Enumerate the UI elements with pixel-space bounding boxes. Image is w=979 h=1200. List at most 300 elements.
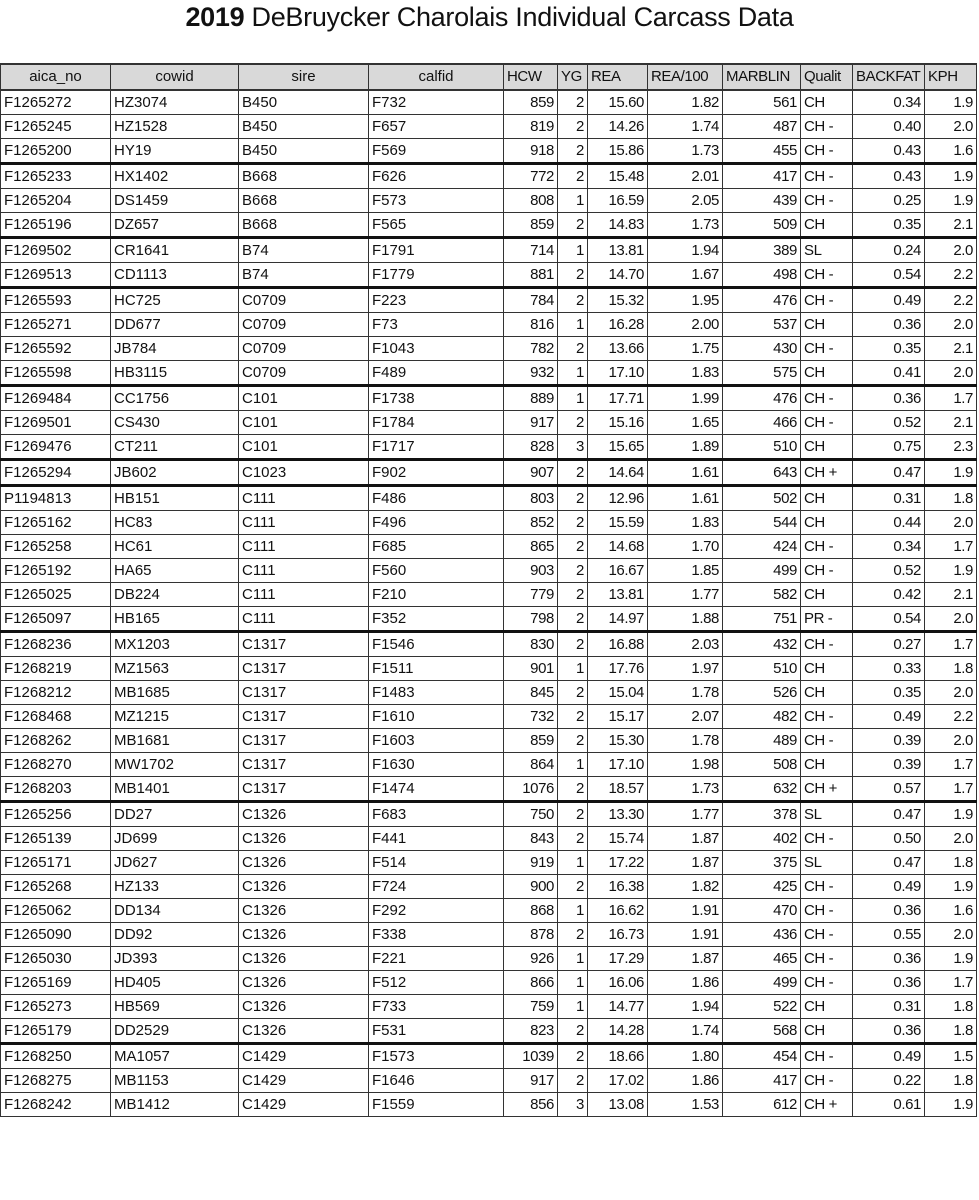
cell-sire[interactable]: C1317 bbox=[239, 753, 369, 777]
cell-backfat[interactable]: 0.55 bbox=[853, 923, 925, 947]
cell-calfid[interactable]: F352 bbox=[369, 607, 504, 632]
cell-calfid[interactable]: F626 bbox=[369, 164, 504, 189]
cell-aica-no[interactable]: F1269501 bbox=[1, 411, 111, 435]
column-header-cowid[interactable]: cowid bbox=[111, 64, 239, 90]
cell-backfat[interactable]: 0.44 bbox=[853, 511, 925, 535]
cell-rea[interactable]: 17.22 bbox=[588, 851, 648, 875]
cell-rea-per-100[interactable]: 1.87 bbox=[648, 851, 723, 875]
cell-rea[interactable]: 16.62 bbox=[588, 899, 648, 923]
cell-yg[interactable]: 1 bbox=[558, 947, 588, 971]
cell-kph[interactable]: 2.2 bbox=[925, 263, 977, 288]
cell-kph[interactable]: 2.0 bbox=[925, 729, 977, 753]
cell-rea-per-100[interactable]: 2.03 bbox=[648, 632, 723, 657]
cell-backfat[interactable]: 0.47 bbox=[853, 460, 925, 486]
cell-rea-per-100[interactable]: 2.00 bbox=[648, 313, 723, 337]
cell-quality[interactable]: CH - bbox=[801, 386, 853, 411]
cell-sire[interactable]: C111 bbox=[239, 607, 369, 632]
cell-sire[interactable]: C1326 bbox=[239, 802, 369, 827]
cell-rea[interactable]: 13.30 bbox=[588, 802, 648, 827]
cell-sire[interactable]: C101 bbox=[239, 411, 369, 435]
cell-quality[interactable]: CH - bbox=[801, 288, 853, 313]
cell-backfat[interactable]: 0.57 bbox=[853, 777, 925, 802]
cell-cowid[interactable]: DD2529 bbox=[111, 1019, 239, 1044]
cell-backfat[interactable]: 0.27 bbox=[853, 632, 925, 657]
cell-aica-no[interactable]: F1269502 bbox=[1, 238, 111, 263]
cell-sire[interactable]: B668 bbox=[239, 189, 369, 213]
cell-backfat[interactable]: 0.36 bbox=[853, 313, 925, 337]
cell-marbling[interactable]: 489 bbox=[723, 729, 801, 753]
cell-aica-no[interactable]: F1265200 bbox=[1, 139, 111, 164]
cell-kph[interactable]: 2.2 bbox=[925, 705, 977, 729]
cell-quality[interactable]: CH bbox=[801, 435, 853, 460]
cell-cowid[interactable]: CC1756 bbox=[111, 386, 239, 411]
cell-hcw[interactable]: 889 bbox=[504, 386, 558, 411]
cell-aica-no[interactable]: F1265139 bbox=[1, 827, 111, 851]
cell-quality[interactable]: CH - bbox=[801, 1069, 853, 1093]
cell-hcw[interactable]: 926 bbox=[504, 947, 558, 971]
cell-calfid[interactable]: F1784 bbox=[369, 411, 504, 435]
cell-rea[interactable]: 16.28 bbox=[588, 313, 648, 337]
cell-cowid[interactable]: DB224 bbox=[111, 583, 239, 607]
cell-quality[interactable]: CH - bbox=[801, 971, 853, 995]
cell-rea[interactable]: 15.60 bbox=[588, 90, 648, 115]
cell-cowid[interactable]: HX1402 bbox=[111, 164, 239, 189]
cell-rea-per-100[interactable]: 1.87 bbox=[648, 947, 723, 971]
cell-rea-per-100[interactable]: 1.89 bbox=[648, 435, 723, 460]
cell-yg[interactable]: 2 bbox=[558, 535, 588, 559]
cell-rea-per-100[interactable]: 2.05 bbox=[648, 189, 723, 213]
cell-quality[interactable]: CH bbox=[801, 486, 853, 511]
cell-calfid[interactable]: F210 bbox=[369, 583, 504, 607]
cell-rea-per-100[interactable]: 1.82 bbox=[648, 875, 723, 899]
column-header-kph[interactable]: KPH bbox=[925, 64, 977, 90]
column-header-rea-per-100[interactable]: REA/100 bbox=[648, 64, 723, 90]
cell-aica-no[interactable]: F1268275 bbox=[1, 1069, 111, 1093]
cell-kph[interactable]: 1.9 bbox=[925, 460, 977, 486]
cell-sire[interactable]: C1317 bbox=[239, 657, 369, 681]
cell-marbling[interactable]: 499 bbox=[723, 971, 801, 995]
cell-calfid[interactable]: F514 bbox=[369, 851, 504, 875]
cell-aica-no[interactable]: F1265162 bbox=[1, 511, 111, 535]
cell-kph[interactable]: 2.0 bbox=[925, 313, 977, 337]
cell-backfat[interactable]: 0.54 bbox=[853, 263, 925, 288]
cell-kph[interactable]: 2.0 bbox=[925, 827, 977, 851]
cell-quality[interactable]: CH bbox=[801, 753, 853, 777]
cell-yg[interactable]: 2 bbox=[558, 115, 588, 139]
cell-yg[interactable]: 2 bbox=[558, 90, 588, 115]
cell-aica-no[interactable]: F1265271 bbox=[1, 313, 111, 337]
cell-rea[interactable]: 17.29 bbox=[588, 947, 648, 971]
cell-marbling[interactable]: 487 bbox=[723, 115, 801, 139]
column-header-hcw[interactable]: HCW bbox=[504, 64, 558, 90]
cell-quality[interactable]: CH - bbox=[801, 189, 853, 213]
cell-rea[interactable]: 13.81 bbox=[588, 238, 648, 263]
cell-quality[interactable]: CH bbox=[801, 511, 853, 535]
cell-hcw[interactable]: 917 bbox=[504, 1069, 558, 1093]
cell-rea[interactable]: 17.76 bbox=[588, 657, 648, 681]
cell-cowid[interactable]: MZ1215 bbox=[111, 705, 239, 729]
cell-yg[interactable]: 2 bbox=[558, 583, 588, 607]
cell-hcw[interactable]: 900 bbox=[504, 875, 558, 899]
cell-aica-no[interactable]: F1265196 bbox=[1, 213, 111, 238]
cell-cowid[interactable]: DD677 bbox=[111, 313, 239, 337]
cell-rea-per-100[interactable]: 1.87 bbox=[648, 827, 723, 851]
cell-sire[interactable]: C1326 bbox=[239, 899, 369, 923]
cell-backfat[interactable]: 0.36 bbox=[853, 386, 925, 411]
cell-hcw[interactable]: 868 bbox=[504, 899, 558, 923]
cell-backfat[interactable]: 0.36 bbox=[853, 1019, 925, 1044]
cell-rea[interactable]: 14.68 bbox=[588, 535, 648, 559]
cell-marbling[interactable]: 537 bbox=[723, 313, 801, 337]
cell-kph[interactable]: 1.7 bbox=[925, 386, 977, 411]
cell-aica-no[interactable]: F1268250 bbox=[1, 1044, 111, 1069]
cell-sire[interactable]: C1326 bbox=[239, 923, 369, 947]
cell-calfid[interactable]: F1483 bbox=[369, 681, 504, 705]
cell-marbling[interactable]: 425 bbox=[723, 875, 801, 899]
cell-hcw[interactable]: 1076 bbox=[504, 777, 558, 802]
cell-backfat[interactable]: 0.31 bbox=[853, 486, 925, 511]
cell-kph[interactable]: 1.9 bbox=[925, 947, 977, 971]
cell-aica-no[interactable]: F1265273 bbox=[1, 995, 111, 1019]
cell-quality[interactable]: CH bbox=[801, 90, 853, 115]
cell-cowid[interactable]: DZ657 bbox=[111, 213, 239, 238]
cell-backfat[interactable]: 0.35 bbox=[853, 213, 925, 238]
cell-quality[interactable]: CH - bbox=[801, 535, 853, 559]
cell-marbling[interactable]: 417 bbox=[723, 1069, 801, 1093]
cell-marbling[interactable]: 632 bbox=[723, 777, 801, 802]
cell-calfid[interactable]: F496 bbox=[369, 511, 504, 535]
cell-hcw[interactable]: 859 bbox=[504, 90, 558, 115]
cell-aica-no[interactable]: F1265062 bbox=[1, 899, 111, 923]
cell-cowid[interactable]: DD134 bbox=[111, 899, 239, 923]
cell-rea-per-100[interactable]: 1.70 bbox=[648, 535, 723, 559]
cell-rea[interactable]: 15.74 bbox=[588, 827, 648, 851]
cell-aica-no[interactable]: F1269476 bbox=[1, 435, 111, 460]
cell-yg[interactable]: 2 bbox=[558, 1069, 588, 1093]
cell-backfat[interactable]: 0.52 bbox=[853, 559, 925, 583]
cell-quality[interactable]: CH bbox=[801, 657, 853, 681]
cell-quality[interactable]: CH - bbox=[801, 947, 853, 971]
cell-rea-per-100[interactable]: 1.77 bbox=[648, 802, 723, 827]
cell-quality[interactable]: CH bbox=[801, 1019, 853, 1044]
cell-sire[interactable]: C1326 bbox=[239, 971, 369, 995]
cell-cowid[interactable]: CS430 bbox=[111, 411, 239, 435]
cell-rea[interactable]: 14.97 bbox=[588, 607, 648, 632]
cell-sire[interactable]: C0709 bbox=[239, 288, 369, 313]
cell-rea[interactable]: 15.16 bbox=[588, 411, 648, 435]
cell-kph[interactable]: 1.7 bbox=[925, 632, 977, 657]
cell-backfat[interactable]: 0.25 bbox=[853, 189, 925, 213]
cell-rea-per-100[interactable]: 1.78 bbox=[648, 681, 723, 705]
cell-calfid[interactable]: F486 bbox=[369, 486, 504, 511]
cell-marbling[interactable]: 568 bbox=[723, 1019, 801, 1044]
cell-rea[interactable]: 14.77 bbox=[588, 995, 648, 1019]
cell-calfid[interactable]: F73 bbox=[369, 313, 504, 337]
cell-sire[interactable]: C0709 bbox=[239, 313, 369, 337]
cell-cowid[interactable]: CT211 bbox=[111, 435, 239, 460]
cell-yg[interactable]: 2 bbox=[558, 337, 588, 361]
cell-yg[interactable]: 1 bbox=[558, 995, 588, 1019]
cell-calfid[interactable]: F223 bbox=[369, 288, 504, 313]
cell-yg[interactable]: 2 bbox=[558, 607, 588, 632]
cell-marbling[interactable]: 476 bbox=[723, 288, 801, 313]
cell-backfat[interactable]: 0.50 bbox=[853, 827, 925, 851]
cell-marbling[interactable]: 499 bbox=[723, 559, 801, 583]
cell-cowid[interactable]: HB569 bbox=[111, 995, 239, 1019]
cell-yg[interactable]: 1 bbox=[558, 657, 588, 681]
cell-quality[interactable]: CH - bbox=[801, 899, 853, 923]
cell-kph[interactable]: 1.8 bbox=[925, 995, 977, 1019]
cell-quality[interactable]: CH - bbox=[801, 164, 853, 189]
cell-rea-per-100[interactable]: 1.86 bbox=[648, 1069, 723, 1093]
column-header-backfat[interactable]: BACKFAT bbox=[853, 64, 925, 90]
cell-kph[interactable]: 2.0 bbox=[925, 361, 977, 386]
cell-cowid[interactable]: MB1681 bbox=[111, 729, 239, 753]
cell-hcw[interactable]: 878 bbox=[504, 923, 558, 947]
cell-hcw[interactable]: 779 bbox=[504, 583, 558, 607]
cell-sire[interactable]: C0709 bbox=[239, 361, 369, 386]
cell-kph[interactable]: 1.9 bbox=[925, 189, 977, 213]
cell-rea[interactable]: 15.04 bbox=[588, 681, 648, 705]
cell-hcw[interactable]: 852 bbox=[504, 511, 558, 535]
cell-yg[interactable]: 2 bbox=[558, 875, 588, 899]
cell-hcw[interactable]: 856 bbox=[504, 1093, 558, 1117]
cell-cowid[interactable]: JB784 bbox=[111, 337, 239, 361]
cell-rea[interactable]: 15.65 bbox=[588, 435, 648, 460]
cell-calfid[interactable]: F1603 bbox=[369, 729, 504, 753]
cell-marbling[interactable]: 522 bbox=[723, 995, 801, 1019]
cell-rea-per-100[interactable]: 1.67 bbox=[648, 263, 723, 288]
cell-yg[interactable]: 2 bbox=[558, 511, 588, 535]
cell-sire[interactable]: B668 bbox=[239, 213, 369, 238]
cell-calfid[interactable]: F531 bbox=[369, 1019, 504, 1044]
cell-kph[interactable]: 2.1 bbox=[925, 213, 977, 238]
cell-marbling[interactable]: 439 bbox=[723, 189, 801, 213]
cell-hcw[interactable]: 808 bbox=[504, 189, 558, 213]
cell-marbling[interactable]: 430 bbox=[723, 337, 801, 361]
cell-hcw[interactable]: 919 bbox=[504, 851, 558, 875]
cell-yg[interactable]: 2 bbox=[558, 802, 588, 827]
cell-yg[interactable]: 2 bbox=[558, 164, 588, 189]
cell-yg[interactable]: 2 bbox=[558, 559, 588, 583]
cell-cowid[interactable]: DS1459 bbox=[111, 189, 239, 213]
cell-aica-no[interactable]: F1265030 bbox=[1, 947, 111, 971]
cell-kph[interactable]: 1.9 bbox=[925, 875, 977, 899]
cell-calfid[interactable]: F1779 bbox=[369, 263, 504, 288]
cell-yg[interactable]: 2 bbox=[558, 460, 588, 486]
cell-cowid[interactable]: HB3115 bbox=[111, 361, 239, 386]
cell-marbling[interactable]: 582 bbox=[723, 583, 801, 607]
cell-kph[interactable]: 2.0 bbox=[925, 115, 977, 139]
cell-kph[interactable]: 2.2 bbox=[925, 288, 977, 313]
cell-cowid[interactable]: HZ133 bbox=[111, 875, 239, 899]
cell-cowid[interactable]: HB151 bbox=[111, 486, 239, 511]
cell-quality[interactable]: SL bbox=[801, 238, 853, 263]
cell-cowid[interactable]: HD405 bbox=[111, 971, 239, 995]
cell-calfid[interactable]: F1630 bbox=[369, 753, 504, 777]
cell-sire[interactable]: C101 bbox=[239, 435, 369, 460]
cell-marbling[interactable]: 561 bbox=[723, 90, 801, 115]
cell-rea-per-100[interactable]: 1.83 bbox=[648, 511, 723, 535]
cell-hcw[interactable]: 830 bbox=[504, 632, 558, 657]
cell-marbling[interactable]: 454 bbox=[723, 1044, 801, 1069]
cell-rea[interactable]: 15.32 bbox=[588, 288, 648, 313]
cell-cowid[interactable]: MB1153 bbox=[111, 1069, 239, 1093]
cell-yg[interactable]: 1 bbox=[558, 313, 588, 337]
cell-rea[interactable]: 15.86 bbox=[588, 139, 648, 164]
cell-kph[interactable]: 2.1 bbox=[925, 583, 977, 607]
cell-marbling[interactable]: 402 bbox=[723, 827, 801, 851]
cell-sire[interactable]: B74 bbox=[239, 238, 369, 263]
cell-hcw[interactable]: 917 bbox=[504, 411, 558, 435]
cell-sire[interactable]: C1429 bbox=[239, 1093, 369, 1117]
cell-marbling[interactable]: 476 bbox=[723, 386, 801, 411]
column-header-quality[interactable]: Qualit bbox=[801, 64, 853, 90]
cell-quality[interactable]: CH bbox=[801, 361, 853, 386]
cell-backfat[interactable]: 0.52 bbox=[853, 411, 925, 435]
cell-marbling[interactable]: 455 bbox=[723, 139, 801, 164]
cell-rea-per-100[interactable]: 1.78 bbox=[648, 729, 723, 753]
cell-aica-no[interactable]: F1265294 bbox=[1, 460, 111, 486]
cell-rea[interactable]: 14.64 bbox=[588, 460, 648, 486]
cell-marbling[interactable]: 508 bbox=[723, 753, 801, 777]
cell-quality[interactable]: CH + bbox=[801, 1093, 853, 1117]
cell-yg[interactable]: 2 bbox=[558, 139, 588, 164]
cell-yg[interactable]: 1 bbox=[558, 753, 588, 777]
cell-cowid[interactable]: HB165 bbox=[111, 607, 239, 632]
cell-rea[interactable]: 16.38 bbox=[588, 875, 648, 899]
cell-kph[interactable]: 2.0 bbox=[925, 238, 977, 263]
cell-cowid[interactable]: MA1057 bbox=[111, 1044, 239, 1069]
cell-aica-no[interactable]: F1265272 bbox=[1, 90, 111, 115]
cell-calfid[interactable]: F733 bbox=[369, 995, 504, 1019]
cell-calfid[interactable]: F1043 bbox=[369, 337, 504, 361]
cell-rea[interactable]: 13.66 bbox=[588, 337, 648, 361]
cell-aica-no[interactable]: F1265245 bbox=[1, 115, 111, 139]
cell-aica-no[interactable]: F1268270 bbox=[1, 753, 111, 777]
cell-hcw[interactable]: 784 bbox=[504, 288, 558, 313]
column-header-calfid[interactable]: calfid bbox=[369, 64, 504, 90]
cell-marbling[interactable]: 510 bbox=[723, 657, 801, 681]
cell-quality[interactable]: CH - bbox=[801, 1044, 853, 1069]
cell-backfat[interactable]: 0.34 bbox=[853, 535, 925, 559]
cell-sire[interactable]: B450 bbox=[239, 139, 369, 164]
cell-rea-per-100[interactable]: 1.61 bbox=[648, 486, 723, 511]
cell-rea-per-100[interactable]: 1.82 bbox=[648, 90, 723, 115]
cell-sire[interactable]: B450 bbox=[239, 115, 369, 139]
cell-aica-no[interactable]: F1265268 bbox=[1, 875, 111, 899]
cell-backfat[interactable]: 0.34 bbox=[853, 90, 925, 115]
cell-backfat[interactable]: 0.35 bbox=[853, 337, 925, 361]
cell-yg[interactable]: 2 bbox=[558, 632, 588, 657]
cell-aica-no[interactable]: F1268219 bbox=[1, 657, 111, 681]
cell-quality[interactable]: CH - bbox=[801, 139, 853, 164]
cell-rea[interactable]: 18.57 bbox=[588, 777, 648, 802]
cell-rea-per-100[interactable]: 1.97 bbox=[648, 657, 723, 681]
cell-backfat[interactable]: 0.43 bbox=[853, 164, 925, 189]
cell-aica-no[interactable]: F1265025 bbox=[1, 583, 111, 607]
cell-backfat[interactable]: 0.36 bbox=[853, 947, 925, 971]
cell-marbling[interactable]: 436 bbox=[723, 923, 801, 947]
cell-yg[interactable]: 1 bbox=[558, 899, 588, 923]
cell-marbling[interactable]: 751 bbox=[723, 607, 801, 632]
cell-rea[interactable]: 14.83 bbox=[588, 213, 648, 238]
cell-calfid[interactable]: F565 bbox=[369, 213, 504, 238]
cell-rea-per-100[interactable]: 1.74 bbox=[648, 1019, 723, 1044]
cell-calfid[interactable]: F685 bbox=[369, 535, 504, 559]
cell-cowid[interactable]: HY19 bbox=[111, 139, 239, 164]
cell-yg[interactable]: 2 bbox=[558, 1019, 588, 1044]
cell-kph[interactable]: 1.7 bbox=[925, 777, 977, 802]
cell-backfat[interactable]: 0.49 bbox=[853, 288, 925, 313]
cell-cowid[interactable]: HC83 bbox=[111, 511, 239, 535]
cell-quality[interactable]: CH - bbox=[801, 411, 853, 435]
cell-rea-per-100[interactable]: 1.95 bbox=[648, 288, 723, 313]
cell-yg[interactable]: 2 bbox=[558, 729, 588, 753]
cell-hcw[interactable]: 828 bbox=[504, 435, 558, 460]
cell-rea[interactable]: 15.30 bbox=[588, 729, 648, 753]
cell-hcw[interactable]: 859 bbox=[504, 213, 558, 238]
cell-cowid[interactable]: HZ1528 bbox=[111, 115, 239, 139]
cell-quality[interactable]: CH + bbox=[801, 777, 853, 802]
cell-yg[interactable]: 2 bbox=[558, 486, 588, 511]
cell-rea[interactable]: 14.70 bbox=[588, 263, 648, 288]
cell-backfat[interactable]: 0.54 bbox=[853, 607, 925, 632]
cell-cowid[interactable]: MB1685 bbox=[111, 681, 239, 705]
cell-yg[interactable]: 1 bbox=[558, 971, 588, 995]
cell-kph[interactable]: 1.7 bbox=[925, 753, 977, 777]
cell-rea-per-100[interactable]: 1.83 bbox=[648, 361, 723, 386]
cell-rea[interactable]: 17.71 bbox=[588, 386, 648, 411]
cell-yg[interactable]: 2 bbox=[558, 705, 588, 729]
cell-yg[interactable]: 1 bbox=[558, 386, 588, 411]
cell-calfid[interactable]: F1717 bbox=[369, 435, 504, 460]
cell-rea-per-100[interactable]: 1.61 bbox=[648, 460, 723, 486]
cell-quality[interactable]: SL bbox=[801, 851, 853, 875]
cell-marbling[interactable]: 465 bbox=[723, 947, 801, 971]
cell-rea-per-100[interactable]: 1.74 bbox=[648, 115, 723, 139]
cell-hcw[interactable]: 932 bbox=[504, 361, 558, 386]
cell-kph[interactable]: 1.9 bbox=[925, 559, 977, 583]
cell-cowid[interactable]: MB1401 bbox=[111, 777, 239, 802]
cell-quality[interactable]: PR - bbox=[801, 607, 853, 632]
cell-hcw[interactable]: 819 bbox=[504, 115, 558, 139]
cell-kph[interactable]: 2.0 bbox=[925, 607, 977, 632]
cell-quality[interactable]: CH bbox=[801, 313, 853, 337]
cell-aica-no[interactable]: F1265592 bbox=[1, 337, 111, 361]
cell-rea-per-100[interactable]: 1.85 bbox=[648, 559, 723, 583]
cell-yg[interactable]: 2 bbox=[558, 213, 588, 238]
cell-aica-no[interactable]: F1265258 bbox=[1, 535, 111, 559]
cell-backfat[interactable]: 0.41 bbox=[853, 361, 925, 386]
cell-aica-no[interactable]: F1265171 bbox=[1, 851, 111, 875]
cell-hcw[interactable]: 845 bbox=[504, 681, 558, 705]
cell-sire[interactable]: C1326 bbox=[239, 947, 369, 971]
cell-sire[interactable]: C111 bbox=[239, 583, 369, 607]
cell-calfid[interactable]: F902 bbox=[369, 460, 504, 486]
cell-kph[interactable]: 1.8 bbox=[925, 1019, 977, 1044]
cell-sire[interactable]: C1429 bbox=[239, 1069, 369, 1093]
cell-hcw[interactable]: 859 bbox=[504, 729, 558, 753]
cell-sire[interactable]: C1326 bbox=[239, 995, 369, 1019]
cell-yg[interactable]: 3 bbox=[558, 1093, 588, 1117]
cell-sire[interactable]: C0709 bbox=[239, 337, 369, 361]
cell-hcw[interactable]: 864 bbox=[504, 753, 558, 777]
column-header-rea[interactable]: REA bbox=[588, 64, 648, 90]
cell-cowid[interactable]: MZ1563 bbox=[111, 657, 239, 681]
cell-marbling[interactable]: 544 bbox=[723, 511, 801, 535]
cell-marbling[interactable]: 502 bbox=[723, 486, 801, 511]
